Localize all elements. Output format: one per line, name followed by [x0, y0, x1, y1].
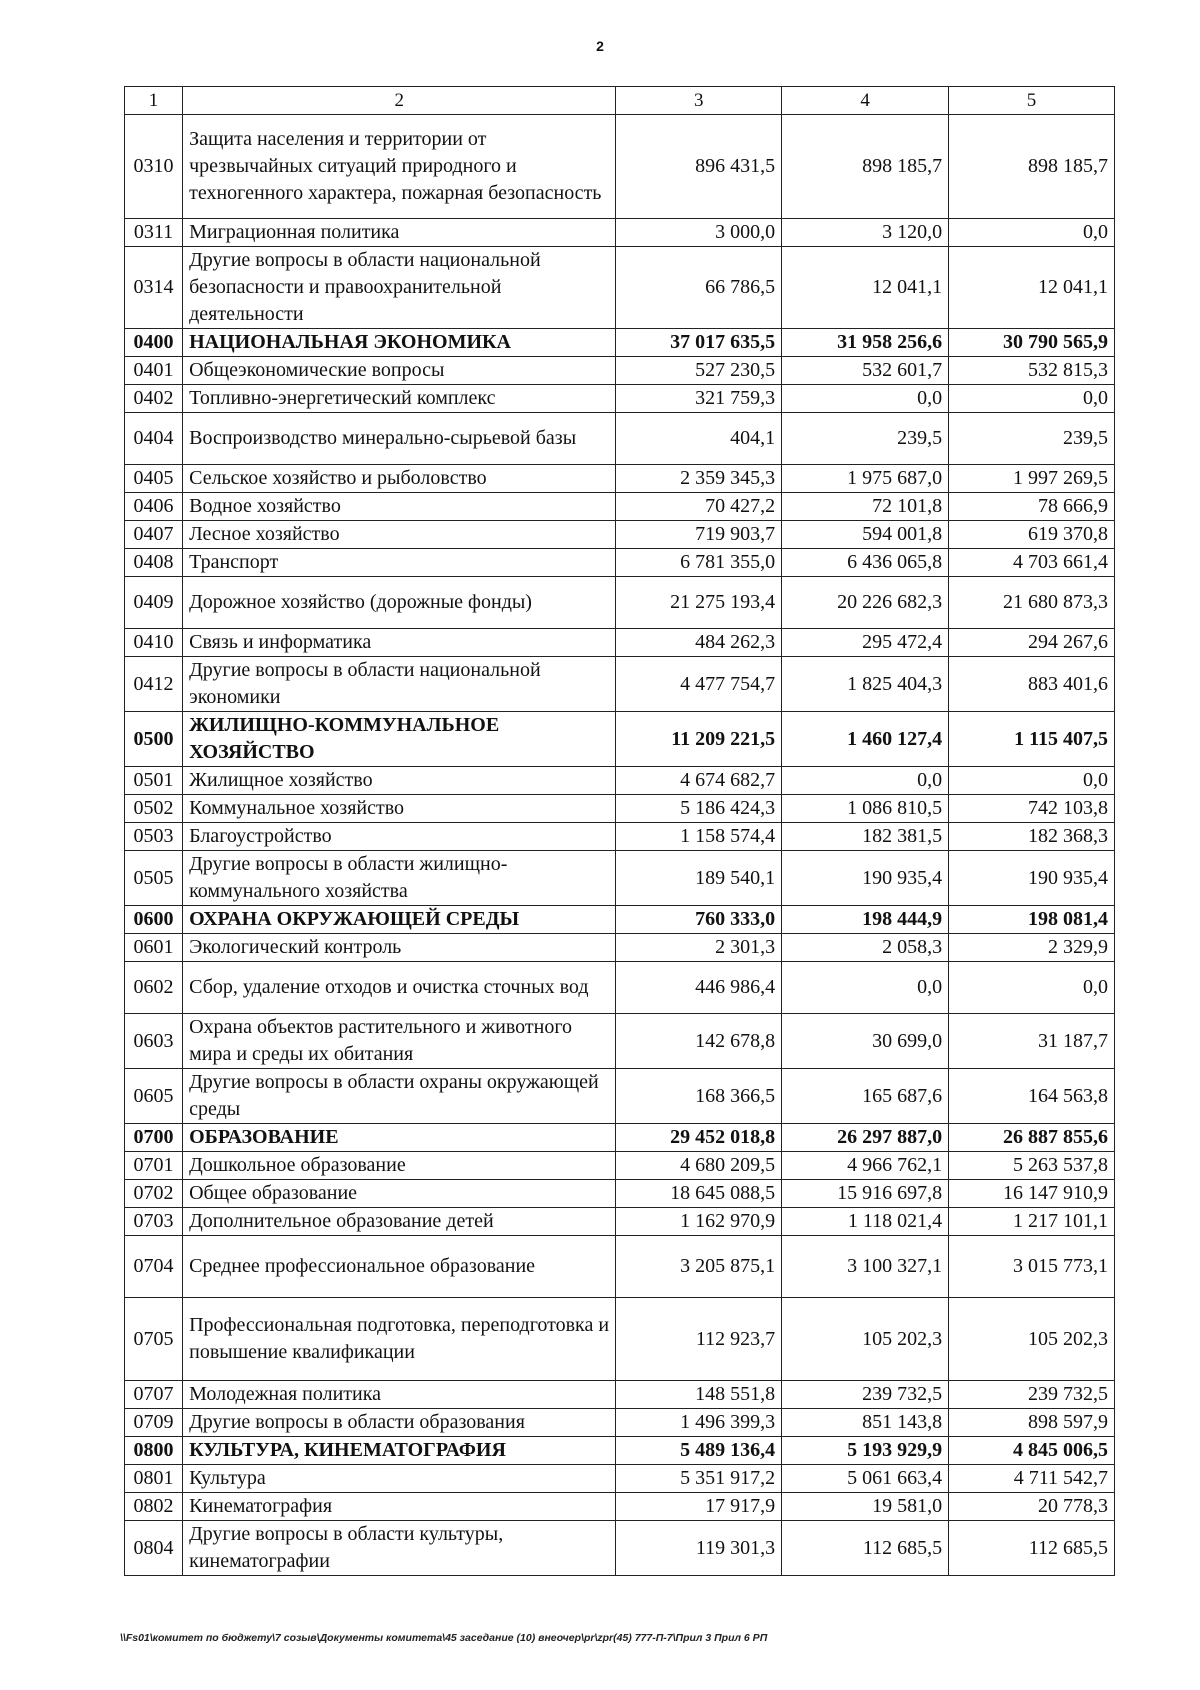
row-name: Транспорт — [183, 549, 616, 577]
table-row — [125, 767, 1115, 795]
row-name: Связь и информатика — [183, 629, 616, 657]
row-value-col3: 168 366,5 — [616, 1069, 782, 1124]
row-value-col5: 198 081,4 — [949, 906, 1115, 934]
row-value-col3: 4 680 209,5 — [616, 1152, 782, 1180]
row-value-col4: 295 472,4 — [782, 629, 949, 657]
table-row — [125, 657, 1115, 712]
row-value-col4: 112 685,5 — [782, 1521, 949, 1576]
row-value-col4: 3 120,0 — [782, 219, 949, 247]
row-value-col3: 189 540,1 — [616, 851, 782, 906]
row-name: Другие вопросы в области национальной безопасности и правоохранительной деятельности — [183, 247, 616, 329]
row-value-col5: 3 015 773,1 — [949, 1236, 1115, 1298]
row-code: 0702 — [125, 1180, 183, 1208]
row-value-col3: 17 917,9 — [616, 1493, 782, 1521]
row-value-col5: 21 680 873,3 — [949, 577, 1115, 629]
row-name: Другие вопросы в области охраны окружающей среды — [183, 1069, 616, 1124]
row-code: 0707 — [125, 1381, 183, 1409]
row-value-col3: 21 275 193,4 — [616, 577, 782, 629]
row-value-col5: 898 185,7 — [949, 115, 1115, 219]
table-row — [125, 629, 1115, 657]
row-value-col5: 31 187,7 — [949, 1014, 1115, 1069]
column-header: 5 — [949, 87, 1115, 115]
table-row — [125, 549, 1115, 577]
table-row — [125, 1381, 1115, 1409]
row-value-col5: 532 815,3 — [949, 357, 1115, 385]
row-value-col3: 2 301,3 — [616, 934, 782, 962]
row-value-col4: 6 436 065,8 — [782, 549, 949, 577]
table-row — [125, 465, 1115, 493]
row-value-col5: 0,0 — [949, 385, 1115, 413]
row-value-col4: 5 193 929,9 — [782, 1437, 949, 1465]
table-row — [125, 1014, 1115, 1069]
row-value-col4: 182 381,5 — [782, 823, 949, 851]
row-code: 0600 — [125, 906, 183, 934]
row-value-col5: 294 267,6 — [949, 629, 1115, 657]
table-row — [125, 1236, 1115, 1298]
table-row — [125, 906, 1115, 934]
row-code: 0700 — [125, 1124, 183, 1152]
table-row — [125, 712, 1115, 767]
row-code: 0405 — [125, 465, 183, 493]
row-code: 0602 — [125, 962, 183, 1014]
row-code: 0709 — [125, 1409, 183, 1437]
row-code: 0605 — [125, 1069, 183, 1124]
row-name: Лесное хозяйство — [183, 521, 616, 549]
row-code: 0503 — [125, 823, 183, 851]
row-value-col5: 4 845 006,5 — [949, 1437, 1115, 1465]
row-name: ЖИЛИЩНО-КОММУНАЛЬНОЕ ХОЗЯЙСТВО — [183, 712, 616, 767]
row-value-col5: 30 790 565,9 — [949, 329, 1115, 357]
row-value-col5: 619 370,8 — [949, 521, 1115, 549]
table-row — [125, 219, 1115, 247]
row-value-col5: 182 368,3 — [949, 823, 1115, 851]
row-value-col4: 15 916 697,8 — [782, 1180, 949, 1208]
row-value-col3: 2 359 345,3 — [616, 465, 782, 493]
row-value-col4: 1 975 687,0 — [782, 465, 949, 493]
row-value-col4: 30 699,0 — [782, 1014, 949, 1069]
row-value-col3: 3 000,0 — [616, 219, 782, 247]
row-value-col5: 1 997 269,5 — [949, 465, 1115, 493]
row-value-col3: 760 333,0 — [616, 906, 782, 934]
row-name: Топливно-энергетический комплекс — [183, 385, 616, 413]
row-name: Дорожное хозяйство (дорожные фонды) — [183, 577, 616, 629]
table-row — [125, 1409, 1115, 1437]
row-name: Благоустройство — [183, 823, 616, 851]
row-name: Общеэкономические вопросы — [183, 357, 616, 385]
row-value-col4: 1 825 404,3 — [782, 657, 949, 712]
row-code: 0500 — [125, 712, 183, 767]
row-value-col4: 19 581,0 — [782, 1493, 949, 1521]
row-name: Среднее профессиональное образование — [183, 1236, 616, 1298]
row-value-col3: 37 017 635,5 — [616, 329, 782, 357]
row-name: Защита населения и территории от чрезвычайных ситуаций природного и техногенного характера, пожарная безопасность — [183, 115, 616, 219]
row-value-col3: 5 186 424,3 — [616, 795, 782, 823]
row-value-col4: 12 041,1 — [782, 247, 949, 329]
row-value-col3: 321 759,3 — [616, 385, 782, 413]
row-value-col3: 404,1 — [616, 413, 782, 465]
row-value-col3: 4 477 754,7 — [616, 657, 782, 712]
budget-table — [124, 86, 1115, 1576]
row-value-col4: 5 061 663,4 — [782, 1465, 949, 1493]
row-value-col3: 18 645 088,5 — [616, 1180, 782, 1208]
row-value-col5: 0,0 — [949, 219, 1115, 247]
row-code: 0802 — [125, 1493, 183, 1521]
row-value-col4: 31 958 256,6 — [782, 329, 949, 357]
table-header-row — [125, 87, 1115, 115]
column-header: 4 — [782, 87, 949, 115]
table-row — [125, 1298, 1115, 1381]
column-header: 3 — [616, 87, 782, 115]
row-code: 0408 — [125, 549, 183, 577]
row-name: Сельское хозяйство и рыболовство — [183, 465, 616, 493]
table-row — [125, 521, 1115, 549]
table-row — [125, 795, 1115, 823]
table-row — [125, 934, 1115, 962]
row-name: Другие вопросы в области образования — [183, 1409, 616, 1437]
row-value-col4: 2 058,3 — [782, 934, 949, 962]
row-value-col5: 4 703 661,4 — [949, 549, 1115, 577]
row-value-col3: 148 551,8 — [616, 1381, 782, 1409]
row-code: 0407 — [125, 521, 183, 549]
row-value-col4: 532 601,7 — [782, 357, 949, 385]
row-value-col4: 198 444,9 — [782, 906, 949, 934]
row-name: Другие вопросы в области жилищно-коммунального хозяйства — [183, 851, 616, 906]
row-code: 0501 — [125, 767, 183, 795]
table-row — [125, 385, 1115, 413]
row-value-col4: 26 297 887,0 — [782, 1124, 949, 1152]
row-value-col5: 5 263 537,8 — [949, 1152, 1115, 1180]
row-name: Кинематография — [183, 1493, 616, 1521]
row-value-col3: 5 351 917,2 — [616, 1465, 782, 1493]
footer-file-path: \\Fs01\комитет по бюджету\7 созыв\Документы комитета\45 заседание (10) внеочер\pr\zpr(45) 777-П-7\Прил 3 Прил 6 РП — [120, 1632, 768, 1644]
row-value-col4: 0,0 — [782, 385, 949, 413]
row-code: 0704 — [125, 1236, 183, 1298]
row-code: 0603 — [125, 1014, 183, 1069]
row-value-col3: 11 209 221,5 — [616, 712, 782, 767]
row-value-col3: 119 301,3 — [616, 1521, 782, 1576]
row-value-col5: 112 685,5 — [949, 1521, 1115, 1576]
row-code: 0311 — [125, 219, 183, 247]
row-value-col4: 239,5 — [782, 413, 949, 465]
row-value-col4: 190 935,4 — [782, 851, 949, 906]
row-code: 0401 — [125, 357, 183, 385]
row-value-col4: 72 101,8 — [782, 493, 949, 521]
row-value-col3: 3 205 875,1 — [616, 1236, 782, 1298]
row-code: 0801 — [125, 1465, 183, 1493]
row-name: Профессиональная подготовка, переподготовка и повышение квалификации — [183, 1298, 616, 1381]
row-code: 0400 — [125, 329, 183, 357]
row-name: Дополнительное образование детей — [183, 1208, 616, 1236]
row-value-col3: 1 158 574,4 — [616, 823, 782, 851]
row-value-col4: 851 143,8 — [782, 1409, 949, 1437]
table-row — [125, 1465, 1115, 1493]
row-value-col5: 0,0 — [949, 962, 1115, 1014]
table-row — [125, 329, 1115, 357]
row-value-col3: 1 496 399,3 — [616, 1409, 782, 1437]
table-row — [125, 1521, 1115, 1576]
row-name: ОБРАЗОВАНИЕ — [183, 1124, 616, 1152]
row-value-col5: 26 887 855,6 — [949, 1124, 1115, 1152]
row-name: Молодежная политика — [183, 1381, 616, 1409]
row-name: Сбор, удаление отходов и очистка сточных вод — [183, 962, 616, 1014]
row-code: 0800 — [125, 1437, 183, 1465]
row-name: Коммунальное хозяйство — [183, 795, 616, 823]
row-name: Жилищное хозяйство — [183, 767, 616, 795]
row-value-col4: 898 185,7 — [782, 115, 949, 219]
row-name: НАЦИОНАЛЬНАЯ ЭКОНОМИКА — [183, 329, 616, 357]
table-row — [125, 357, 1115, 385]
row-value-col4: 239 732,5 — [782, 1381, 949, 1409]
row-value-col4: 20 226 682,3 — [782, 577, 949, 629]
row-value-col3: 70 427,2 — [616, 493, 782, 521]
table-row — [125, 413, 1115, 465]
row-code: 0703 — [125, 1208, 183, 1236]
row-name: Воспроизводство минерально-сырьевой базы — [183, 413, 616, 465]
row-value-col5: 105 202,3 — [949, 1298, 1115, 1381]
row-code: 0505 — [125, 851, 183, 906]
table-row — [125, 823, 1115, 851]
row-name: Экологический контроль — [183, 934, 616, 962]
row-value-col4: 1 118 021,4 — [782, 1208, 949, 1236]
row-value-col4: 0,0 — [782, 767, 949, 795]
row-value-col5: 239,5 — [949, 413, 1115, 465]
row-value-col3: 446 986,4 — [616, 962, 782, 1014]
row-value-col5: 78 666,9 — [949, 493, 1115, 521]
row-code: 0601 — [125, 934, 183, 962]
row-value-col5: 12 041,1 — [949, 247, 1115, 329]
table-row — [125, 962, 1115, 1014]
table-row — [125, 1493, 1115, 1521]
row-name: Общее образование — [183, 1180, 616, 1208]
row-value-col5: 20 778,3 — [949, 1493, 1115, 1521]
row-value-col5: 898 597,9 — [949, 1409, 1115, 1437]
row-name: Дошкольное образование — [183, 1152, 616, 1180]
row-value-col4: 3 100 327,1 — [782, 1236, 949, 1298]
row-value-col5: 4 711 542,7 — [949, 1465, 1115, 1493]
row-value-col3: 1 162 970,9 — [616, 1208, 782, 1236]
row-value-col3: 484 262,3 — [616, 629, 782, 657]
table-row — [125, 493, 1115, 521]
row-value-col4: 1 086 810,5 — [782, 795, 949, 823]
row-value-col5: 164 563,8 — [949, 1069, 1115, 1124]
row-value-col3: 896 431,5 — [616, 115, 782, 219]
row-value-col4: 105 202,3 — [782, 1298, 949, 1381]
row-code: 0410 — [125, 629, 183, 657]
row-value-col4: 0,0 — [782, 962, 949, 1014]
row-name: Миграционная политика — [183, 219, 616, 247]
table-row — [125, 1069, 1115, 1124]
row-code: 0701 — [125, 1152, 183, 1180]
row-value-col5: 1 115 407,5 — [949, 712, 1115, 767]
row-code: 0502 — [125, 795, 183, 823]
row-name: КУЛЬТУРА, КИНЕМАТОГРАФИЯ — [183, 1437, 616, 1465]
row-value-col5: 1 217 101,1 — [949, 1208, 1115, 1236]
table-row — [125, 1124, 1115, 1152]
table-body — [125, 115, 1115, 1576]
row-name: Другие вопросы в области национальной экономики — [183, 657, 616, 712]
table-row — [125, 1180, 1115, 1208]
table-row — [125, 577, 1115, 629]
row-value-col5: 2 329,9 — [949, 934, 1115, 962]
row-name: Охрана объектов растительного и животного мира и среды их обитания — [183, 1014, 616, 1069]
row-name: Культура — [183, 1465, 616, 1493]
table-row — [125, 1437, 1115, 1465]
table-row — [125, 1152, 1115, 1180]
row-value-col3: 142 678,8 — [616, 1014, 782, 1069]
table-row — [125, 115, 1115, 219]
row-code: 0409 — [125, 577, 183, 629]
table-row — [125, 247, 1115, 329]
page-number: 2 — [596, 38, 604, 54]
row-value-col5: 0,0 — [949, 767, 1115, 795]
row-code: 0412 — [125, 657, 183, 712]
row-value-col5: 16 147 910,9 — [949, 1180, 1115, 1208]
row-code: 0406 — [125, 493, 183, 521]
row-code: 0310 — [125, 115, 183, 219]
column-header: 1 — [125, 87, 183, 115]
row-value-col3: 4 674 682,7 — [616, 767, 782, 795]
table-row — [125, 851, 1115, 906]
row-value-col3: 5 489 136,4 — [616, 1437, 782, 1465]
row-value-col4: 594 001,8 — [782, 521, 949, 549]
row-value-col4: 165 687,6 — [782, 1069, 949, 1124]
row-value-col3: 527 230,5 — [616, 357, 782, 385]
row-value-col3: 6 781 355,0 — [616, 549, 782, 577]
row-value-col4: 4 966 762,1 — [782, 1152, 949, 1180]
row-value-col5: 742 103,8 — [949, 795, 1115, 823]
row-value-col3: 66 786,5 — [616, 247, 782, 329]
row-code: 0314 — [125, 247, 183, 329]
row-name: Водное хозяйство — [183, 493, 616, 521]
row-value-col3: 112 923,7 — [616, 1298, 782, 1381]
table-row — [125, 1208, 1115, 1236]
row-code: 0804 — [125, 1521, 183, 1576]
row-code: 0402 — [125, 385, 183, 413]
row-name: Другие вопросы в области культуры, кинематографии — [183, 1521, 616, 1576]
row-code: 0404 — [125, 413, 183, 465]
row-name: ОХРАНА ОКРУЖАЮЩЕЙ СРЕДЫ — [183, 906, 616, 934]
row-value-col3: 719 903,7 — [616, 521, 782, 549]
column-header: 2 — [183, 87, 616, 115]
row-value-col3: 29 452 018,8 — [616, 1124, 782, 1152]
row-value-col5: 190 935,4 — [949, 851, 1115, 906]
row-value-col5: 883 401,6 — [949, 657, 1115, 712]
row-code: 0705 — [125, 1298, 183, 1381]
row-value-col4: 1 460 127,4 — [782, 712, 949, 767]
row-value-col5: 239 732,5 — [949, 1381, 1115, 1409]
